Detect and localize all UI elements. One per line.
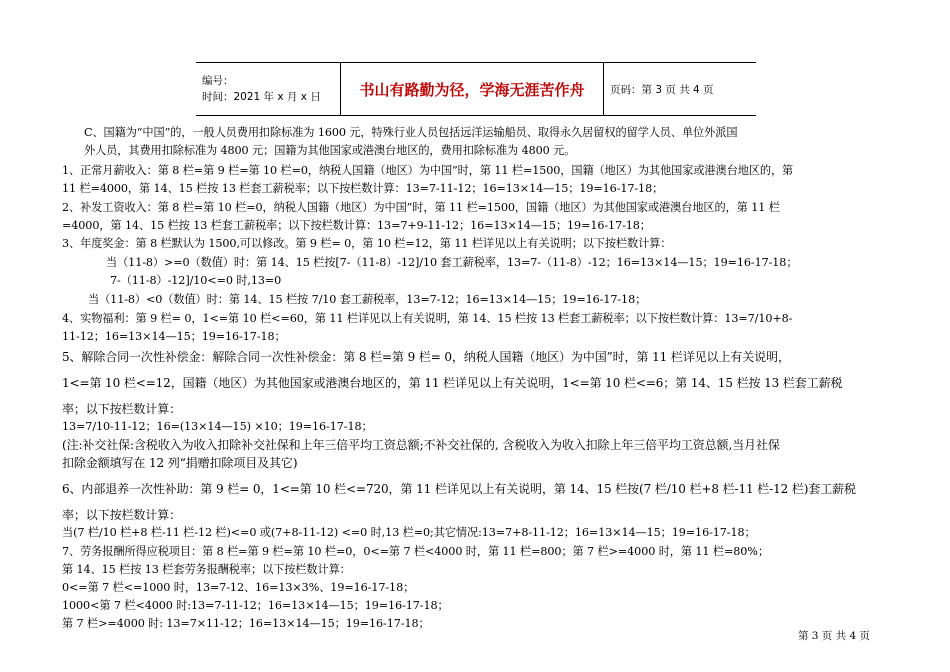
- text-line: 7-（11-8）-12]/10<=0 时,13=0: [110, 274, 282, 287]
- text-line: C、国籍为“中国”的，一般人员费用扣除标准为 1600 元，特殊行业人员包括远洋运输船员、取得永久居留权的留学人员、单位外派国: [84, 126, 738, 139]
- text-line: 11-12；16=13×14—15；19=16-17-18；: [62, 330, 286, 343]
- text-line: 7、劳务报酬所得应税项目：第 8 栏=第 9 栏=第 10 栏=0，0<=第 7 栏<4000 时，第 11 栏=800；第 7 栏>=4000 时，第 11 栏=80%；: [62, 545, 769, 558]
- text-line: 外人员，其费用扣除标准为 4800 元；国籍为其他国家或港澳台地区的，费用扣除标准为 4800 元。: [84, 144, 576, 157]
- page-footer: 第 3 页 共 4 页: [797, 630, 870, 642]
- text-line: 1<=第 10 栏<=12，国籍（地区）为其他国家或港澳台地区的，第 11 栏详见以上有关说明，1<=第 10 栏<=6；第 14、15 栏按 13 栏套工薪税: [62, 376, 843, 390]
- text-line: 1、正常月薪收入：第 8 栏=第 9 栏=第 10 栏=0，纳税人国籍（地区）为中国”时，第 11 栏=1500，国籍（地区）为其他国家或港澳台地区的，第: [62, 164, 794, 177]
- header-motto-cell: [340, 63, 604, 115]
- number-label: 编号：: [202, 75, 234, 87]
- text-line: 当(7 栏/10 栏+8 栏-11 栏-12 栏)<=0 或(7+8-11-12) <=0 时,13 栏=0;其它情况:13=7+8-11-12；16=13×14—15；19=16-17-18；: [62, 526, 756, 539]
- text-line: 0<=第 7 栏<=1000 时，13=7-12、16=13×3%、19=16-17-18；: [62, 581, 415, 594]
- text-line: 2、补发工资收入：第 8 栏=第 10 栏=0，纳税人国籍（地区）为中国”时，第 11 栏=1500，国籍（地区）为其他国家或港澳台地区的，第 11 栏: [62, 201, 780, 214]
- text-line: 13=7/10-11-12；16=(13×14—15) ×10；19=16-17-18；: [62, 420, 373, 433]
- text-line: 4、实物福利：第 9 栏= 0，1<=第 10 栏<=60，第 11 栏详见以上有关说明，第 14、15 栏按 13 栏套工薪税率；以下按栏数计算：13=7/10+8-: [62, 312, 793, 325]
- text-line: (注:补交社保:含税收入为收入扣除补交社保和上年三倍平均工资总额;不补交社保的, 含税收入为收入扣除上年三倍平均工资总额,当月社保: [62, 438, 780, 452]
- text-line: 1000<第 7 栏<4000 时:13=7-11-12；16=13×14—15；19=16-17-18；: [62, 599, 449, 612]
- page-label: 页码：第 3 页 共 4 页: [610, 83, 714, 96]
- text-line: 3、年度奖金：第 8 栏默认为 1500,可以修改。第 9 栏= 0，第 10 栏=12，第 11 栏详见以上有关说明；以下按栏数计算：: [62, 237, 672, 250]
- text-line: 第 14、15 栏按 13 栏套劳务报酬税率；以下按栏数计算：: [62, 563, 351, 576]
- text-line: 扣除金额填写在 12 列“捐赠扣除项目及其它): [62, 456, 298, 470]
- text-line: 11 栏=4000，第 14、15 栏按 13 栏套工薪税率；以下按栏数计算：13=7-11-12；16=13×14—15；19=16-17-18；: [62, 182, 664, 195]
- header-meta: [196, 63, 340, 115]
- page-header: [196, 62, 756, 116]
- time-label: 时间：2021 年 x 月 x 日: [202, 91, 321, 103]
- text-line: 当（11-8）<0（数值）时：第 14、15 栏按 7/10 套工薪税率，13=7-12；16=13×14—15；19=16-17-18；: [88, 293, 647, 306]
- text-line: 率；以下按栏数计算：: [62, 402, 182, 416]
- header-page-cell: [604, 63, 714, 115]
- motto-text: 书山有路勤为径，学海无涯苦作舟: [359, 80, 585, 99]
- text-line: 率；以下按栏数计算：: [62, 508, 182, 522]
- text-line: =4000，第 14、15 栏按 13 栏套工薪税率；以下按栏数计算：13=7+9-11-12；16=13×14—15；19=16-17-18；: [62, 219, 651, 232]
- text-line: 当（11-8）>=0（数值）时：第 14、15 栏按[7-（11-8）-12]/10 套工薪税率，13=7-（11-8）-12；16=13×14—15；19=16-17-18；: [106, 256, 798, 269]
- text-line: 5、解除合同一次性补偿金：解除合同一次性补偿金：第 8 栏=第 9 栏= 0，纳税人国籍（地区）为中国”时，第 11 栏详见以上有关说明，: [62, 350, 790, 364]
- text-line: 第 7 栏>=4000 时: 13=7×11-12；16=13×14—15；19=16-17-18；: [62, 617, 430, 630]
- text-line: 6、内部退养一次性补助：第 9 栏= 0，1<=第 10 栏<=720，第 11 栏详见以上有关说明，第 14、15 栏按(7 栏/10 栏+8 栏-11 栏-12 栏)套工薪税: [62, 482, 856, 496]
